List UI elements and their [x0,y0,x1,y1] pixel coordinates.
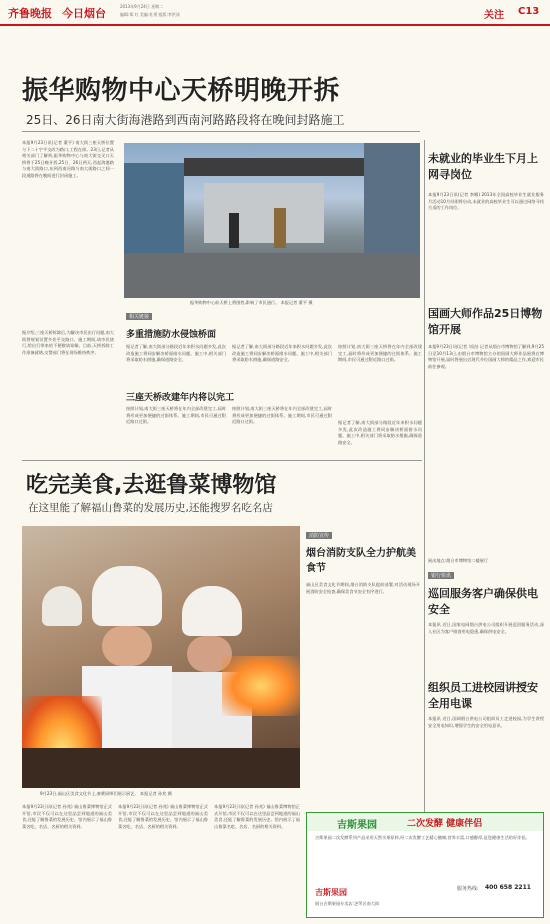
feature-body-col2: 本报9月23日讯(记者 孙兆) 福山鲁菜博物馆正式开馆,市民不仅可以在这里品尝到地道的福山美食,还能了解鲁菜的发展历史。馆内展示了福山鲁菜名吃、名店、名厨的相关资料。 [118,804,208,829]
feature-photo [22,526,300,788]
masthead-rule [0,24,550,26]
side-body-col3: 按照计划,南大街三座天桥将在年内全部改建完工,届时将形成更加便捷的过街体系。施工期间,市民可通过附近路口过街。 [338,344,422,363]
fire-tag: 消防宣传 [306,532,332,539]
lead-divider [22,131,420,132]
lead-headline: 振华购物中心天桥明晚开拆 [22,76,341,106]
right-mid-headline: 国画大师作品25日博物馆开展 [428,307,543,336]
ad-brand: 吉斯果园 [337,820,377,831]
side-body-col1: 据记者了解,南大街部分路段近年来积水问题多发,此次改造施工将同步解决桥面排水问题。施工中,相关部门将采取防水措施,确保道路安全。 [126,344,226,363]
ad-address: 烟台吉斯果园专卖店:芝罘区南大街 [315,901,380,906]
editors-line: 编辑:郑 红 美编:杜勇 组版:李洪涛 [120,12,180,17]
feature-body-col1: 本报9月23日讯(记者 孙兆) 福山鲁菜博物馆正式开馆,市民不仅可以在这里品尝到地道的福山美食,还能了解鲁菜的发展历史。馆内展示了福山鲁菜名吃、名店、名厨的相关资料。 [22,804,112,829]
right-mid-source: 展出地点:烟台市博物馆二楼展厅 [428,558,489,563]
right-bottom-body-1: 本报讯 近日,国家电网烟台供电公司组织开展巡回服务活动,深入社区为客户排查用电隐患,确保供电安全。 [428,622,544,634]
lead-photo [124,143,420,298]
right-top-headline: 未就业的毕业生下月上网寻岗位 [428,152,538,181]
feature-body-col3: 本报9月23日讯(记者 孙兆) 福山鲁菜博物馆正式开馆,市民不仅可以在这里品尝到地道的福山美食,还能了解鲁菜的发展历史。馆内展示了福山鲁菜名吃、名店、名厨的相关资料。 [214,804,300,829]
right-mid-body: 本报9月23日讯(记者 刘洁) 记者从烟台市博物馆了解到,9月25日至10月13日,由烟台市博物馆主办的国画大师作品展将在博物馆开展,届时将展出近现代多位国画大师的精品之作,欢迎市民前往参观。 [428,344,544,369]
column-label: 关注 [484,10,504,21]
lead-body-col2: 据介绍,三座天桥拆除后,为解决市民出行问题,南大街将规划设置多处平交路口。施工期间,请市民绕行,给出行带来的不便敬请谅解。目前,天桥拆除工作准备就绪,交警部门将在现场维持秩序。 [22,330,114,355]
right-bottom-headline-1: 巡回服务客户确保供电安全 [428,587,538,616]
side-body2-col1: 按照计划,南大街三座天桥将在年内全部改建完工,届时将形成更加便捷的过街体系。施工期间,市民可通过附近路口过街。 [126,406,226,425]
ad-hotline-label: 服务热线: [457,886,479,892]
right-bottom-body-2: 本报讯 近日,国网烟台供电公司组织员工走进校园,为学生讲授安全用电知识,增强学生的安全用电意识。 [428,716,544,728]
lead-photo-caption: 振华购物中心前天桥上将围挡,影响了市民通行。 本报记者 董平 摄 [190,300,313,305]
masthead [0,0,550,24]
ad-hotline: 400 658 2211 [485,884,531,891]
feature-headline: 吃完美食,去逛鲁菜博物馆 [26,473,277,498]
side-headline-2: 三座天桥改建年内将以完工 [126,393,235,403]
feature-top-rule [22,460,422,461]
ad-box [306,812,544,918]
meta-line: 2013年9月24日 星期二 [120,4,164,9]
lead-body-col1: 本报9月23日讯(记者 董平) 南大街三座天桥位置与下二十字平交改为路口,工程在即。23日,记者从相关部门了解到,振华购物中心与南大街交叉口天桥将于25日晚开拆,25日、26日两天,西起海港路与南大街路口,东到西南河路与南大街路口之间一段道路将在晚间进行封闭施工。 [22,140,114,178]
side-tag: 相关链接 [126,313,152,320]
side-body2-col3: 据记者了解,南大街部分路段近年来积水问题多发,此次改造施工将同步解决桥面排水问题。施工中,相关部门将采取防水措施,确保道路安全。 [338,420,422,445]
right-bottom-headline-2: 组织员工进校园讲授安全用电课 [428,681,538,710]
section-title: 今日烟台 [62,7,106,20]
fire-body: 福山区美食文化节期间,烟台消防支队提前部署,对活动现场开展消防安全检查,确保美食节安全有序进行。 [306,582,420,594]
side-body-col2: 据记者了解,南大街部分路段近年来积水问题多发,此次改造施工将同步解决桥面排水问题。施工中,相关部门将采取防水措施,确保道路安全。 [232,344,332,363]
page-number: C13 [518,6,540,17]
ad-slogan: 二次发酵 健康伴侣 [407,819,483,829]
fire-headline: 烟台消防支队全力护航美食节 [306,548,416,574]
right-top-body: 本报9月23日讯(记者 李娜) 2013年全国高校毕业生就业服务月活动10月份即将启动,未就业的高校毕业生可以通过网络寻找合适的工作岗位。 [428,192,544,211]
right-bottom-tag: 银行快讯 [428,572,454,579]
side-body2-col2: 按照计划,南大街三座天桥将在年内全部改建完工,届时将形成更加便捷的过街体系。施工期间,市民可通过附近路口过街。 [232,406,332,425]
right-column-divider [424,140,425,910]
ad-body: 吉斯果园二次发酵系列产品采用天然水果原料,经二次发酵工艺精心酿制,营养丰富,口感醇厚,是您健康生活的好伴侣。 [315,835,530,840]
side-headline: 多重措施防水侵蚀桥面 [126,330,217,340]
feature-photo-caption: 9月23日,福山区美食文化节上,参赛厨师们展示厨艺。 本报记者 孙兆 摄 [40,791,172,796]
ad-logo: 吉斯果园 [315,888,347,897]
newspaper-logo: 齐鲁晚报 [8,7,52,20]
feature-subhead: 在这里能了解福山鲁菜的发展历史,还能搜罗名吃名店 [28,502,273,514]
lead-subhead: 25日、26日南大街海港路到西南河路路段将在晚间封路施工 [26,113,345,127]
